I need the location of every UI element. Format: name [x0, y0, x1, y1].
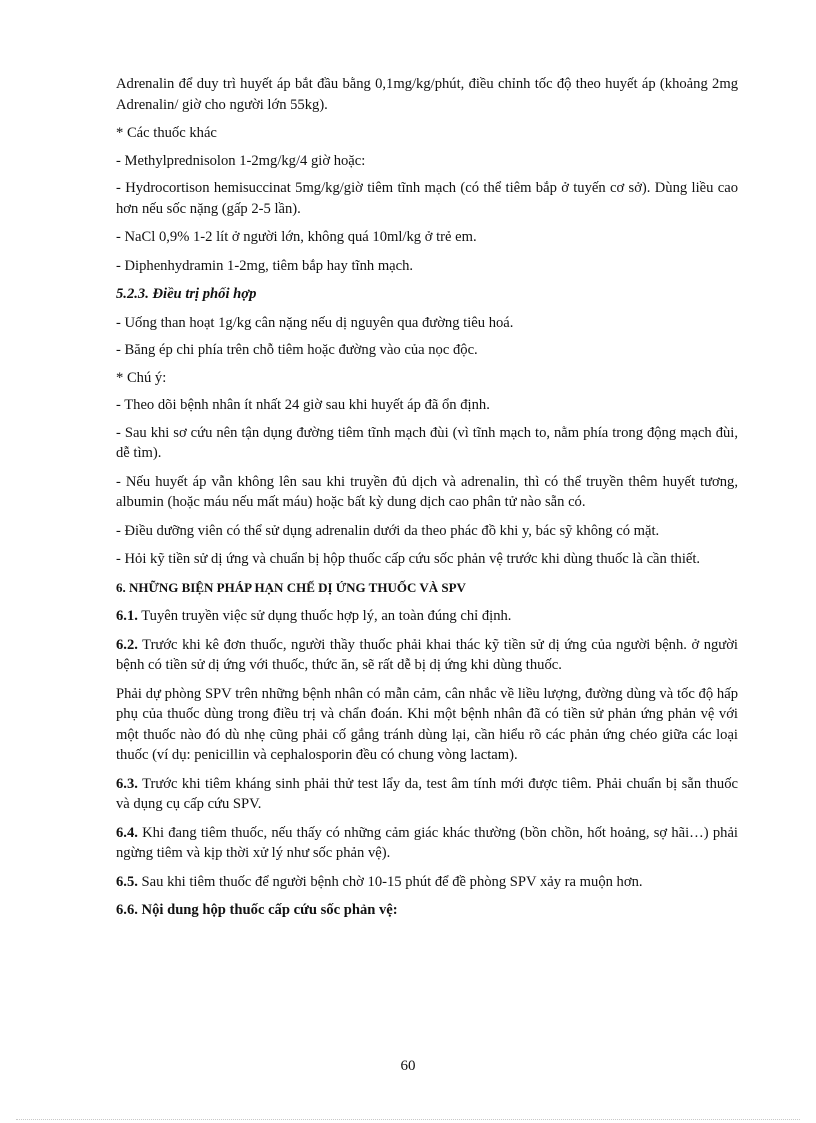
paragraph-6-2-continued: Phải dự phòng SPV trên những bệnh nhân có mẫn cảm, cân nhắc về liều lượng, đường dùng và tốc độ hấp phụ của thuốc dùng trong điều trị và chẩn đoán. Khi một bệnh nhân đã có tiền sử phản ứng phản vệ với một thuốc nào đó dù nhẹ cũng phải cố gắng tránh dùng lại, cần hiểu rõ các phản ứng chéo giữa các loại thuốc (ví dụ: penicillin và cephalosporin đều có chung vòng lactam).: [116, 685, 738, 763]
paragraph-other-drugs: * Các thuốc khác: [116, 125, 217, 141]
heading-6-6: 6.6. Nội dung hộp thuốc cấp cứu sốc phản vệ:: [116, 902, 398, 918]
paragraph-plasma: - Nếu huyết áp vẫn không lên sau khi truyền đủ dịch và adrenalin, thì có thể truyền thêm huyết tương, albumin (hoặc máu nếu mất máu) hoặc bất kỳ dung dịch cao phân tử nào sẵn có.: [116, 473, 738, 510]
paragraph-monitor: - Theo dõi bệnh nhân ít nhất 24 giờ sau khi huyết áp đã ổn định.: [116, 397, 490, 413]
paragraph-6-3: [116, 774, 738, 815]
paragraph-hydrocortison: - Hydrocortison hemisuccinat 5mg/kg/giờ tiêm tĩnh mạch (có thể tiêm bắp ở tuyến cơ sở). Dùng liều cao hơn nếu sốc nặng (gấp 2-5 lần).: [116, 180, 738, 217]
text-6-4: Khi đang tiêm thuốc, nếu thấy có những cảm giác khác thường (bồn chồn, hốt hoảng, sợ hãi…) phải ngừng tiêm và kịp thời xử lý như sốc phản vệ).: [116, 824, 738, 861]
paragraph-6-4: [116, 823, 738, 864]
text-6-1: Tuyên truyền việc sử dụng thuốc hợp lý, an toàn đúng chỉ định.: [137, 608, 512, 624]
paragraph-activated-charcoal: - Uống than hoạt 1g/kg cân nặng nếu dị nguyên qua đường tiêu hoá.: [116, 314, 514, 331]
number-6-2: 6.2.: [116, 636, 138, 653]
text-6-2: Trước khi kê đơn thuốc, người thầy thuốc phải khai thác kỹ tiền sử dị ứng của người bệnh. ở người bệnh có tiền sử dị ứng với thuốc, thức ăn, sẽ rất dễ bị dị ứng khi dùng thuốc.: [116, 636, 738, 673]
paragraph-6-5: [116, 872, 738, 893]
paragraph-femoral-vein: - Sau khi sơ cứu nên tận dụng đường tiêm tĩnh mạch đùi (vì tĩnh mạch to, nằm phía trong động mạch đùi, dễ tìm).: [116, 424, 738, 461]
heading-5-2-3: 5.2.3. Điều trị phối hợp: [116, 286, 257, 302]
number-6-3: 6.3.: [116, 775, 138, 792]
paragraph-methylprednisolon: - Methylprednisolon 1-2mg/kg/4 giờ hoặc:: [116, 152, 366, 169]
paragraph-history: - Hỏi kỹ tiền sử dị ứng và chuẩn bị hộp thuốc cấp cứu sốc phản vệ trước khi dùng thuốc là cần thiết.: [116, 551, 701, 567]
heading-section-6: 6. NHỮNG BIỆN PHÁP HẠN CHẾ DỊ ỨNG THUỐC VÀ SPV: [116, 579, 466, 595]
paragraph-diphenhydramin: - Diphenhydramin 1-2mg, tiêm bắp hay tĩnh mạch.: [116, 257, 414, 274]
paragraph-adrenalin: Adrenalin để duy trì huyết áp bắt đầu bằng 0,1mg/kg/phút, điều chỉnh tốc độ theo huyết áp (khoảng 2mg Adrenalin/ giờ cho người lớn 55kg).: [116, 76, 738, 113]
paragraph-6-2: [116, 635, 738, 676]
number-6-5: 6.5.: [116, 873, 138, 890]
bottom-divider: [16, 1119, 800, 1120]
paragraph-nacl: - NaCl 0,9% 1-2 lít ở người lớn, không quá 10ml/kg ở trẻ em.: [116, 229, 477, 245]
page-content: [116, 74, 738, 921]
number-6-4: 6.4.: [116, 824, 138, 841]
number-6-1: 6.1.: [116, 608, 138, 624]
text-6-3: Trước khi tiêm kháng sinh phải thử test lẩy da, test âm tính mới được tiêm. Phải chuẩn bị sẵn thuốc và dụng cụ cấp cứu SPV.: [116, 775, 738, 812]
paragraph-6-1: [116, 606, 738, 627]
text-6-5: Sau khi tiêm thuốc để người bệnh chờ 10-15 phút để đề phòng SPV xảy ra muộn hơn.: [137, 873, 643, 890]
page-number: 60: [400, 1058, 416, 1074]
paragraph-compression: - Băng ép chi phía trên chỗ tiêm hoặc đường vào của nọc độc.: [116, 342, 478, 358]
paragraph-note-label: * Chú ý:: [116, 369, 167, 386]
paragraph-nurse: - Điều dưỡng viên có thể sử dụng adrenalin dưới da theo phác đồ khi y, bác sỹ không có mặt.: [116, 522, 660, 539]
